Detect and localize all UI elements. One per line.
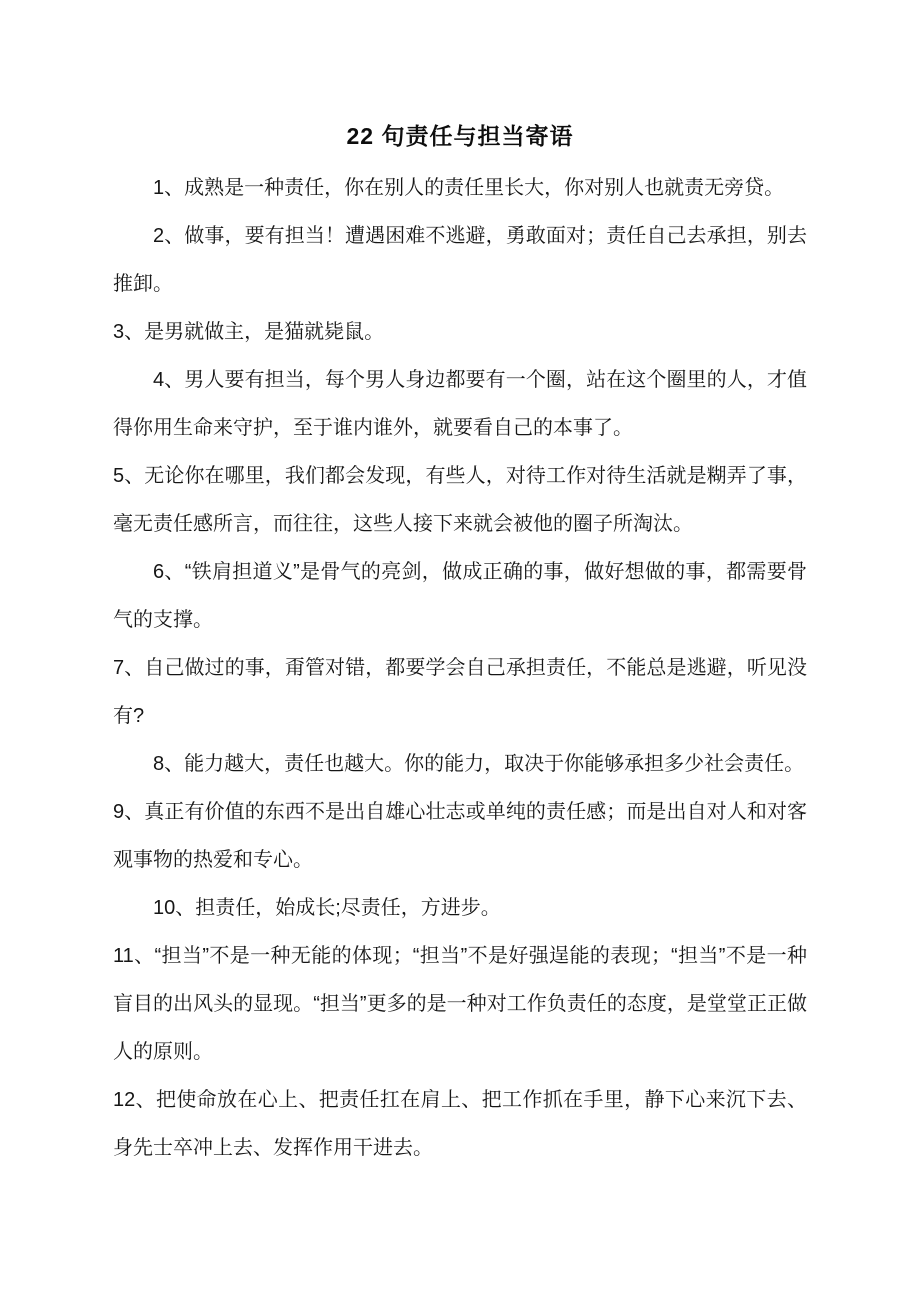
quote-item-3: 3、是男就做主，是猫就毙鼠。 bbox=[113, 321, 385, 343]
quote-item-10: 10、担责任，始成长;尽责任，方进步。 bbox=[153, 897, 501, 919]
quote-item-1: 1、成熟是一种责任，你在别人的责任里长大，你对别人也就责无旁贷。 bbox=[153, 177, 785, 199]
quote-item-12: 12、把使命放在心上、把责任扛在肩上、把工作抓在手里，静下心来沉下去、身先士卒冲上去、发挥作用干进去。 bbox=[113, 1089, 807, 1159]
quote-item-8: 8、能力越大，责任也越大。你的能力，取决于你能够承担多少社会责任。 bbox=[153, 753, 805, 775]
quote-item-2: 2、做事，要有担当！遭遇困难不逃避，勇敢面对；责任自己去承担，别去推卸。 bbox=[113, 225, 807, 295]
document-body bbox=[113, 164, 807, 1172]
quote-item-9: 9、真正有价值的东西不是出自雄心壮志或单纯的责任感；而是出自对人和对客观事物的热爱和专心。 bbox=[113, 801, 807, 871]
quote-item-4: 4、男人要有担当，每个男人身边都要有一个圈，站在这个圈里的人，才值得你用生命来守护，至于谁内谁外，就要看自己的本事了。 bbox=[113, 369, 807, 439]
quote-item-7: 7、自己做过的事，甭管对错，都要学会自己承担责任，不能总是逃避，听见没有? bbox=[113, 657, 807, 727]
page-title: 22 句责任与担当寄语 bbox=[346, 123, 574, 149]
quote-item-5: 5、无论你在哪里，我们都会发现，有些人，对待工作对待生活就是糊弄了事，毫无责任感所言，而往往，这些人接下来就会被他的圈子所淘汰。 bbox=[113, 465, 807, 535]
quote-item-6: 6、“铁肩担道义”是骨气的亮剑，做成正确的事，做好想做的事，都需要骨气的支撑。 bbox=[113, 561, 807, 631]
quote-item-11: 11、“担当”不是一种无能的体现；“担当”不是好强逞能的表现；“担当”不是一种盲目的出风头的显现。“担当”更多的是一种对工作负责任的态度，是堂堂正正做人的原则。 bbox=[113, 945, 807, 1063]
